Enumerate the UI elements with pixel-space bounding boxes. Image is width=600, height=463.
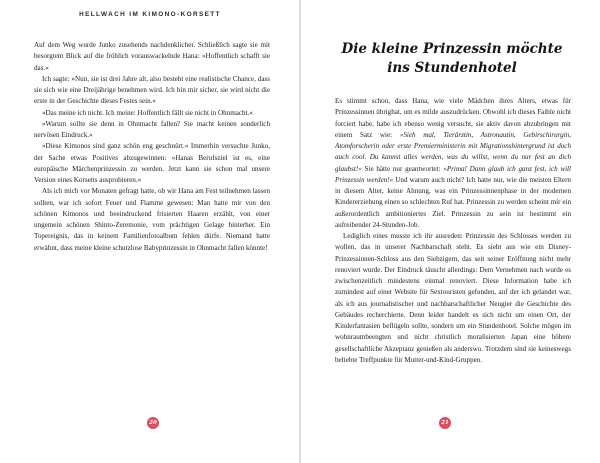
chapter-title	[321, 40, 583, 78]
paragraph: »Diese Kimonos sind ganz schön eng geschnürt.« Immerhin versuchte Junko, der Sache etwas Positives abzugewinnen: »Hanas Berufsziel ist es, eine europäische Märchenprinzessin zu werden. Jetzt kann sie schon mal unsere Version eines Korsetts ausprobieren.«	[34, 142, 270, 184]
left-body-text	[34, 40, 270, 254]
page-number-badge: 21	[439, 417, 451, 429]
chapter-title-line: Die kleine Prinzessin möchte	[341, 41, 563, 57]
running-head: HELLWACH IM KIMONO-KORSETT	[79, 11, 221, 18]
paragraph: Als ich mich vor Monaten gefragt hatte, ob wir Hana am Fest teilnehmen lassen sollten, war ich sofort Feuer und Flamme gewesen: Man hatte mir von den schönen Kimonos und beeindruckend frisierten Haaren erzählt, von einer ungemein schönen Shinto-Zeremonie, vom prächtigen Gelage hinterher. Ein Topereignis, das in keinem Familienfotoalbum fehlen dürfe. Niemand hatte erwähnt, dass meine kleine schutzlose Babyprinzessin in Ohnmacht fallen könnte!	[34, 187, 270, 252]
chapter-title-line: ins Stundenhotel	[387, 60, 517, 76]
text-span: Und warum auch nicht? Ich hatte nur, wie die meisten Eltern in diesem Alter, keine Ahnung, was ein Prinzessinnenphase in der modernen Kindererziehung einen so schlechten Ruf hat. Prinzessin zu werden scheint mir ein außerordentlich ambitioniertes Ziel. Prinzessin zu sein ist bestimmt ein aufreibender 24-Stunden-Job.	[335, 175, 571, 229]
text-span: Sie hätte nur geantwortet:	[361, 164, 444, 173]
italic-quote: »Prima! Dann glaub ich ganz fest, ich will Prinzessin werden!«	[335, 164, 571, 184]
paragraph: Ich sagte: »Nun, sie ist drei Jahre alt, also besteht eine realistische Chance, dass sie sich wie eine Dreijährige benehmen wird. Ich bin mir sicher, sie wird nicht die erste in der Geschichte dieses Festes sein.«	[34, 74, 270, 106]
right-body-text	[335, 96, 571, 366]
paragraph	[335, 96, 571, 231]
page-number-badge: 20	[147, 417, 159, 429]
italic-quote: »Sieh mal, Tierärztin, Astronautin, Gebirschirurgin, Atomforscherin oder erste Premierministerin mit Migrationshintergrund ist doch auch cool. Du kannst alles werden, was du willst, wenn du nur fest an dich glaubst!«	[335, 130, 571, 173]
text-span: Es stimmt schon, dass Hana, wie viele Mädchen ihres Alters, etwas für Prinzessinnen übrighat, um es milde auszudrücken. Obwohl ich dieses Faible nicht forciert habe, habe ich ebenso wenig versucht, sie aktiv davon abzubringen mit einem Satz wie:	[335, 97, 571, 139]
paragraph: »Warum sollte sie denn in Ohnmacht fallen? Sie macht keinen sonderlich nervösen Eindruck.«	[34, 119, 270, 139]
paragraph: Lediglich eines musste ich ihr ausreden: Prinzessin des Schlosses werden zu wollen, das in unserer Nachbarschaft steht. Es sieht aus wie ein Disney-Prinzessinnen-Schloss aus den Siebzigern, das seit seiner Eröffnung nicht mehr renoviert wurde. Der Eindruck täuscht allerdings: Dem Vernehmen nach wurde es zwischenzeitlich mindestens einmal renoviert. Diese Information habe ich zumindest auf einer Website für Sextouristen gefunden, auf der ich gelandet war, als ich aus journalistischer und nachbarschaftlicher Neugier die Geschichte des Gebäudes recherchierte. Denn leider handelt es sich nicht um einen Ort, der Kinderfantasien beflügeln sollte, sondern um ein Stundenhotel. Solche mögen im wohnraumbeengten und nicht christlich moralisierten Japan eine höhere gesellschaftliche Akzeptanz genießen als anderswo. Trotzdem sind sie keineswegs beliebte Treffpunkte für Mutter-und-Kind-Gruppen.	[335, 232, 571, 364]
paragraph: Auf dem Weg wurde Junko zusehends nachdenklicher. Schließlich sagte sie mit besorgtem Blick auf die fröhlich vorauswackelnde Hana: »Hoffentlich schafft sie das.«	[34, 41, 270, 72]
paragraph: »Das meine ich nicht. Ich meine: Hoffentlich fällt sie nicht in Ohnmacht.«	[42, 108, 253, 117]
right-page	[301, 0, 600, 463]
left-page	[0, 0, 299, 463]
